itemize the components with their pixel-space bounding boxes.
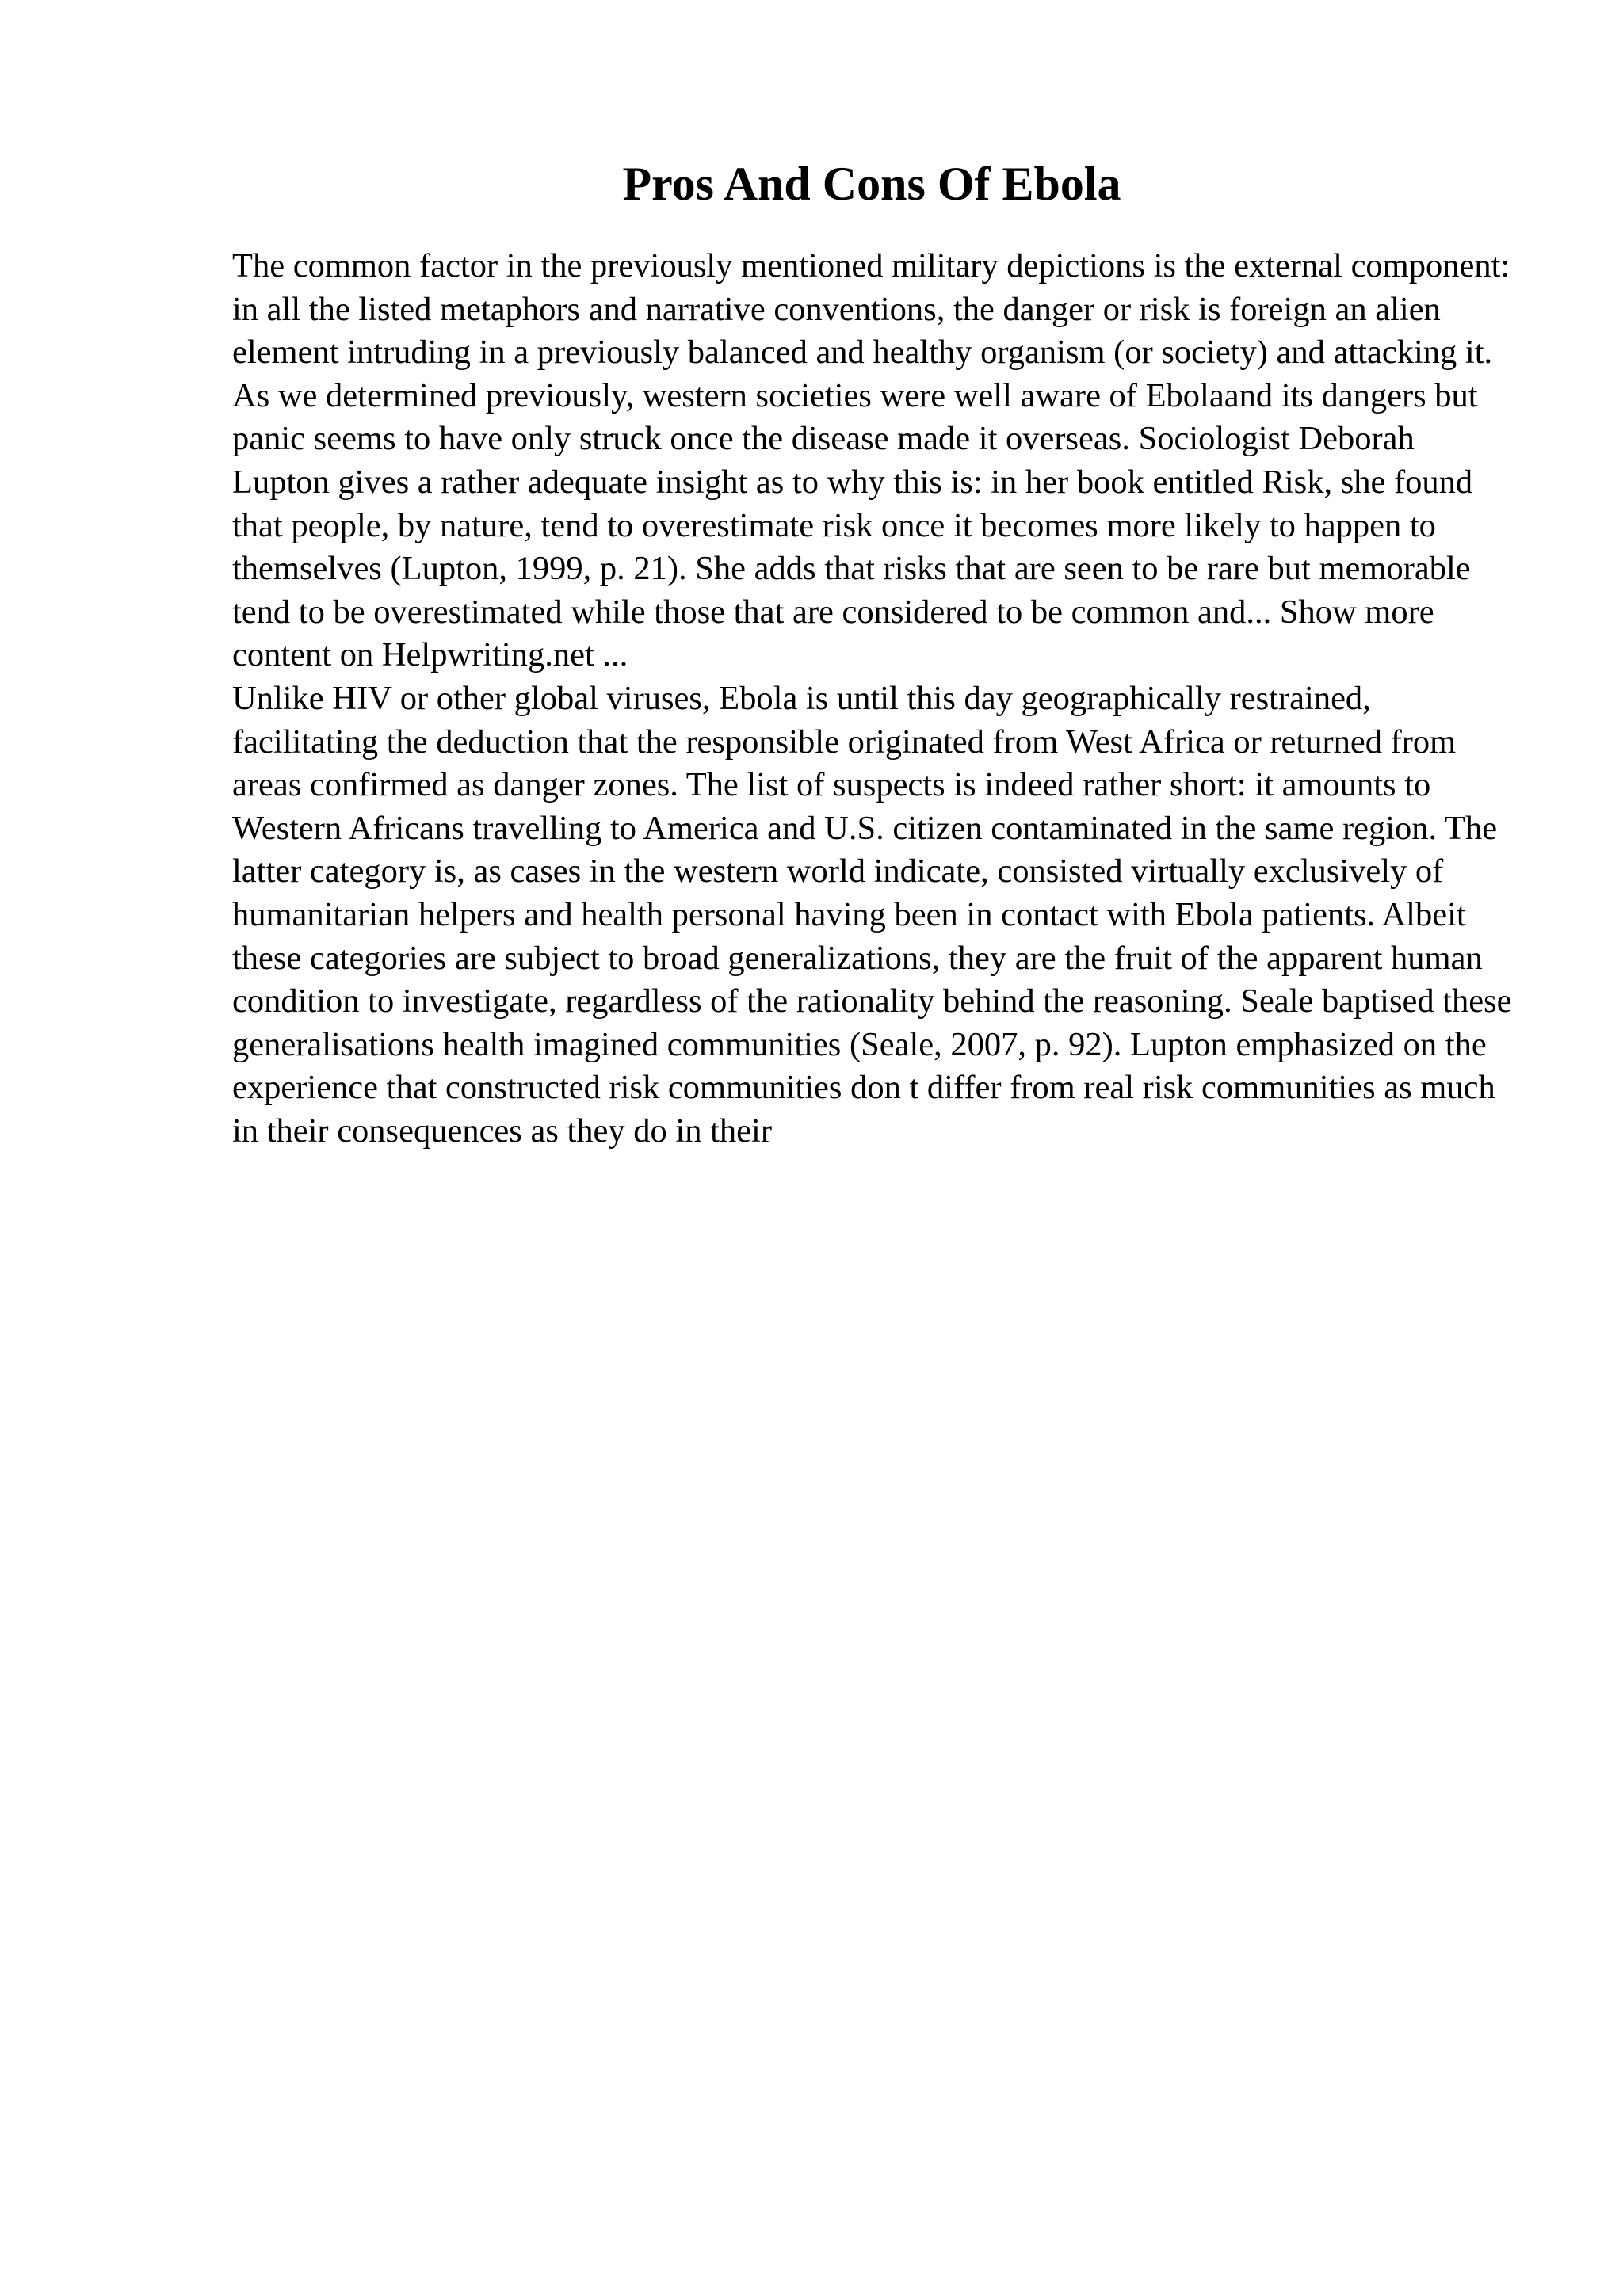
paragraph-1: The common factor in the previously mentioned military depictions is the external component: in all the listed metaphors and narrative conventions, the danger or risk is foreign an alien element intruding in a previously balanced and healthy organism (or society) and attacking it. As we determined previously, western societies were well aware of Ebolaand its dangers but panic seems to have only struck once the disease made it overseas. Sociologist Deborah Lupton gives a rather adequate insight as to why this is: in her book entitled Risk, she found that people, by nature, tend to overestimate risk once it becomes more likely to happen to themselves (Lupton, 1999, p. 21). She adds that risks that are seen to be rare but memorable tend to be overestimated while those that are considered to be common and... Show more content on Helpwriting.net ...: [232, 247, 1510, 674]
paragraph-2: Unlike HIV or other global viruses, Ebola is until this day geographically restrained, facilitating the deduction that the responsible originated from West Africa or returned from areas confirmed as danger zones. The list of suspects is indeed rather short: it amounts to Western Africans travelling to America and U.S. citizen contaminated in the same region. The latter category is, as cases in the western world indicate, consisted virtually exclusively of humanitarian helpers and health personal having been in contact with Ebola patients. Albeit these categories are subject to broad generalizations, they are the fruit of the apparent human condition to investigate, regardless of the rationality behind the reasoning. Seale baptised these generalisations health imagined communities (Seale, 2007, p. 92). Lupton emphasized on the experience that constructed risk communities don t differ from real risk communities as much in their consequences as they do in their: [232, 679, 1512, 1150]
document-body: [232, 245, 1516, 1153]
document-title: Pros And Cons Of Ebola: [622, 158, 1121, 210]
